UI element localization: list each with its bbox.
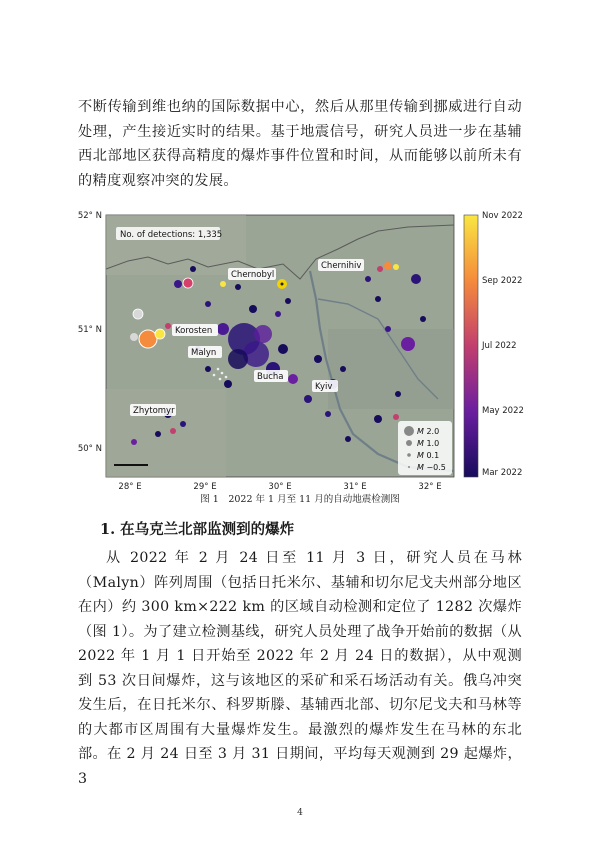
magnitude-legend: [398, 421, 452, 475]
colorbar-tick-sep-2022: Sep 2022: [482, 276, 523, 286]
lat-tick-50: 50° N: [78, 444, 102, 454]
svg-text:M 1.0: M 1.0: [417, 439, 440, 448]
detections-count-label: No. of detections: 1,335: [120, 230, 223, 240]
svg-text:M −0.5: M −0.5: [417, 463, 446, 472]
svg-text:M 0.1: M 0.1: [417, 451, 440, 460]
page-number: 4: [297, 808, 303, 818]
colorbar-tick-may-2022: May 2022: [482, 406, 524, 416]
lon-tick-32: 32° E: [418, 482, 442, 489]
colorbar-tick-nov-2022: Nov 2022: [482, 211, 523, 221]
city-label-kyiv: Kyiv: [315, 382, 333, 392]
figure-caption: 图 1 2022 年 1 月至 11 月的自动地震检测图: [200, 494, 400, 505]
lon-tick-31: 31° E: [343, 482, 367, 489]
radiation-icon: [277, 279, 287, 289]
seismic-detection-map-figure: [78, 209, 528, 489]
date-colorbar: [464, 215, 478, 477]
city-label-malyn: Malyn: [191, 348, 217, 358]
body-paragraph: 从 2022 年 2 月 24 日至 11 月 3 日，研究人员在马林（Malyn）阵列周围（包括日托米尔、基辅和切尔尼戈夫州部分地区在内）约 300 km×222 km 的区域自动检测和定位了 1282 次爆炸（图 1）。为了建立检测基线，研究人员处理了战争开始前的数据（从 2022 年 1 月 1 日开始至 2022 年 2 月 24 日的数据），从中观测到 53 次日间爆炸，这与该地区的采矿和采石场活动有关。俄乌冲突发生后，在日托米尔、科罗斯滕、基辅西北部、切尔尼戈夫和马林等的大都市区周围有大量爆炸发生。最激烈的爆炸发生在马林的东北部。在 2 月 24 日至 3 月 31 日期间，平均每天观测到 29 起爆炸，3: [78, 550, 522, 787]
city-label-chernobyl: Chernobyl: [231, 270, 275, 280]
city-label-korosten: Korosten: [175, 326, 213, 336]
lat-tick-52: 52° N: [78, 211, 102, 221]
lon-tick-29: 29° E: [193, 482, 217, 489]
intro-paragraph: 不断传输到维也纳的国际数据中心，然后从那里传输到挪威进行自动处理，产生接近实时的结果。基于地震信号，研究人员进一步在基辅西北部地区获得高精度的爆炸事件位置和时间，从而能够以前所未有的精度观察冲突的发展。: [78, 99, 522, 189]
city-label-bucha: Bucha: [257, 372, 284, 382]
lon-tick-30: 30° E: [268, 482, 292, 489]
colorbar-tick-mar-2022: Mar 2022: [482, 468, 523, 478]
city-label-chernihiv: Chernihiv: [321, 261, 362, 271]
svg-text:M 2.0: M 2.0: [417, 427, 440, 436]
city-label-zhytomyr: Zhytomyr: [133, 406, 175, 416]
colorbar-tick-jul-2022: Jul 2022: [482, 341, 517, 351]
section-heading: 1. 在乌克兰北部监测到的爆炸: [100, 521, 295, 538]
lat-tick-51: 51° N: [78, 325, 102, 335]
lon-tick-28: 28° E: [118, 482, 142, 489]
